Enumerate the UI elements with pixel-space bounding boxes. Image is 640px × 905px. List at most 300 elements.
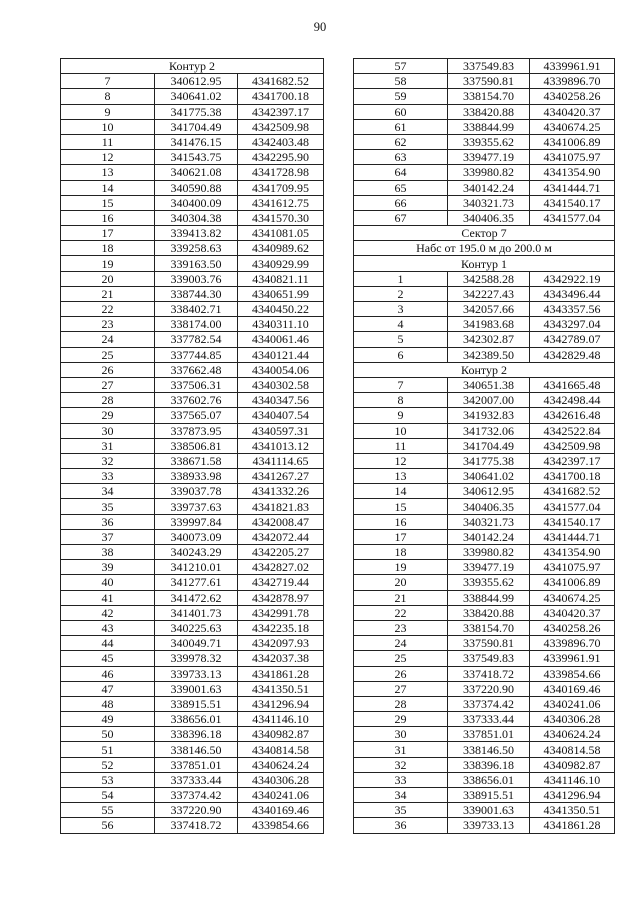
table-row bbox=[61, 134, 324, 149]
y-coordinate: 4340989.62 bbox=[238, 241, 324, 256]
section-header: Контур 1 bbox=[354, 256, 615, 271]
y-coordinate: 4340420.37 bbox=[530, 605, 615, 620]
y-coordinate: 4342922.19 bbox=[530, 271, 615, 286]
y-coordinate: 4340982.87 bbox=[530, 757, 615, 772]
y-coordinate: 4341013.12 bbox=[238, 438, 324, 453]
x-coordinate: 339001.63 bbox=[155, 681, 238, 696]
point-number: 35 bbox=[354, 803, 448, 818]
table-row bbox=[61, 210, 324, 225]
point-number: 7 bbox=[354, 377, 448, 392]
point-number: 46 bbox=[61, 666, 155, 681]
x-coordinate: 337506.31 bbox=[155, 377, 238, 392]
table-row bbox=[354, 119, 615, 134]
y-coordinate: 4340241.06 bbox=[530, 696, 615, 711]
x-coordinate: 337220.90 bbox=[448, 681, 530, 696]
y-coordinate: 4341612.75 bbox=[238, 195, 324, 210]
point-number: 14 bbox=[61, 180, 155, 195]
table-row bbox=[354, 575, 615, 590]
point-number: 16 bbox=[354, 514, 448, 529]
point-number: 26 bbox=[354, 666, 448, 681]
point-number: 13 bbox=[354, 469, 448, 484]
y-coordinate: 4342509.98 bbox=[530, 438, 615, 453]
point-number: 34 bbox=[61, 484, 155, 499]
y-coordinate: 4342719.44 bbox=[238, 575, 324, 590]
x-coordinate: 338915.51 bbox=[448, 788, 530, 803]
y-coordinate: 4342072.44 bbox=[238, 529, 324, 544]
x-coordinate: 338933.98 bbox=[155, 469, 238, 484]
point-number: 11 bbox=[61, 134, 155, 149]
point-number: 8 bbox=[354, 393, 448, 408]
y-coordinate: 4340061.46 bbox=[238, 332, 324, 347]
table-row bbox=[354, 469, 615, 484]
table-row bbox=[61, 317, 324, 332]
point-number: 53 bbox=[61, 772, 155, 787]
table-row bbox=[354, 408, 615, 423]
table-row bbox=[61, 195, 324, 210]
table-row bbox=[61, 453, 324, 468]
point-number: 14 bbox=[354, 484, 448, 499]
y-coordinate: 4342789.07 bbox=[530, 332, 615, 347]
point-number: 23 bbox=[354, 620, 448, 635]
point-number: 48 bbox=[61, 696, 155, 711]
x-coordinate: 339733.13 bbox=[155, 666, 238, 681]
y-coordinate: 4340241.06 bbox=[238, 788, 324, 803]
page-number: 90 bbox=[313, 20, 327, 34]
y-coordinate: 4341081.05 bbox=[238, 226, 324, 241]
point-number: 1 bbox=[354, 271, 448, 286]
x-coordinate: 340641.02 bbox=[155, 89, 238, 104]
y-coordinate: 4343496.44 bbox=[530, 286, 615, 301]
point-number: 10 bbox=[354, 423, 448, 438]
y-coordinate: 4342522.84 bbox=[530, 423, 615, 438]
table-row bbox=[61, 484, 324, 499]
point-number: 7 bbox=[61, 74, 155, 89]
point-number: 49 bbox=[61, 712, 155, 727]
x-coordinate: 339980.82 bbox=[448, 165, 530, 180]
y-coordinate: 4341682.52 bbox=[238, 74, 324, 89]
y-coordinate: 4340674.25 bbox=[530, 119, 615, 134]
y-coordinate: 4341540.17 bbox=[530, 195, 615, 210]
table-row bbox=[354, 605, 615, 620]
point-number: 62 bbox=[354, 134, 448, 149]
point-number: 18 bbox=[354, 545, 448, 560]
y-coordinate: 4341006.89 bbox=[530, 575, 615, 590]
point-number: 4 bbox=[354, 317, 448, 332]
x-coordinate: 338146.50 bbox=[448, 742, 530, 757]
y-coordinate: 4340982.87 bbox=[238, 727, 324, 742]
table-row bbox=[61, 818, 324, 833]
x-coordinate: 338154.70 bbox=[448, 620, 530, 635]
x-coordinate: 339037.78 bbox=[155, 484, 238, 499]
point-number: 54 bbox=[61, 788, 155, 803]
x-coordinate: 342007.00 bbox=[448, 393, 530, 408]
x-coordinate: 341932.83 bbox=[448, 408, 530, 423]
point-number: 33 bbox=[61, 469, 155, 484]
x-coordinate: 339413.82 bbox=[155, 226, 238, 241]
y-coordinate: 4339896.70 bbox=[530, 636, 615, 651]
x-coordinate: 340049.71 bbox=[155, 636, 238, 651]
table-row bbox=[354, 438, 615, 453]
table-row bbox=[354, 712, 615, 727]
table-row bbox=[354, 681, 615, 696]
y-coordinate: 4341700.18 bbox=[530, 469, 615, 484]
table-row bbox=[61, 150, 324, 165]
y-coordinate: 4340674.25 bbox=[530, 590, 615, 605]
table-row bbox=[61, 605, 324, 620]
point-number: 23 bbox=[61, 317, 155, 332]
point-number: 30 bbox=[354, 727, 448, 742]
point-number: 57 bbox=[354, 59, 448, 74]
x-coordinate: 338420.88 bbox=[448, 104, 530, 119]
table-row bbox=[61, 423, 324, 438]
x-coordinate: 341775.38 bbox=[448, 453, 530, 468]
y-coordinate: 4340814.58 bbox=[530, 742, 615, 757]
x-coordinate: 340243.29 bbox=[155, 545, 238, 560]
x-coordinate: 339980.82 bbox=[448, 545, 530, 560]
x-coordinate: 337374.42 bbox=[448, 696, 530, 711]
table-row bbox=[61, 89, 324, 104]
table-row bbox=[354, 89, 615, 104]
point-number: 65 bbox=[354, 180, 448, 195]
section-header-row bbox=[354, 241, 615, 256]
point-number: 38 bbox=[61, 545, 155, 560]
y-coordinate: 4342498.44 bbox=[530, 393, 615, 408]
table-row bbox=[354, 757, 615, 772]
x-coordinate: 339978.32 bbox=[155, 651, 238, 666]
y-coordinate: 4341296.94 bbox=[530, 788, 615, 803]
point-number: 8 bbox=[61, 89, 155, 104]
table-row bbox=[354, 727, 615, 742]
table-row bbox=[61, 469, 324, 484]
table-row bbox=[354, 317, 615, 332]
table-row bbox=[61, 514, 324, 529]
x-coordinate: 337333.44 bbox=[448, 712, 530, 727]
y-coordinate: 4343297.04 bbox=[530, 317, 615, 332]
y-coordinate: 4340624.24 bbox=[238, 757, 324, 772]
section-header: Контур 2 bbox=[61, 59, 324, 74]
section-header: Сектор 7 bbox=[354, 226, 615, 241]
point-number: 26 bbox=[61, 362, 155, 377]
x-coordinate: 337662.48 bbox=[155, 362, 238, 377]
point-number: 32 bbox=[61, 453, 155, 468]
table-row bbox=[61, 742, 324, 757]
point-number: 3 bbox=[354, 302, 448, 317]
x-coordinate: 337418.72 bbox=[155, 818, 238, 833]
x-coordinate: 337851.01 bbox=[448, 727, 530, 742]
x-coordinate: 341476.15 bbox=[155, 134, 238, 149]
y-coordinate: 4342037.38 bbox=[238, 651, 324, 666]
x-coordinate: 341401.73 bbox=[155, 605, 238, 620]
table-row bbox=[61, 651, 324, 666]
table-row bbox=[354, 453, 615, 468]
y-coordinate: 4339854.66 bbox=[238, 818, 324, 833]
x-coordinate: 338396.18 bbox=[448, 757, 530, 772]
point-number: 67 bbox=[354, 210, 448, 225]
point-number: 9 bbox=[354, 408, 448, 423]
table-row bbox=[354, 620, 615, 635]
table-row bbox=[61, 302, 324, 317]
point-number: 15 bbox=[354, 499, 448, 514]
y-coordinate: 4341709.95 bbox=[238, 180, 324, 195]
coordinates-table-right bbox=[353, 58, 615, 834]
y-coordinate: 4342008.47 bbox=[238, 514, 324, 529]
table-row bbox=[61, 757, 324, 772]
table-row bbox=[354, 545, 615, 560]
y-coordinate: 4342235.18 bbox=[238, 620, 324, 635]
x-coordinate: 339477.19 bbox=[448, 150, 530, 165]
point-number: 45 bbox=[61, 651, 155, 666]
x-coordinate: 338174.00 bbox=[155, 317, 238, 332]
point-number: 10 bbox=[61, 119, 155, 134]
table-row bbox=[61, 286, 324, 301]
y-coordinate: 4340420.37 bbox=[530, 104, 615, 119]
point-number: 58 bbox=[354, 74, 448, 89]
x-coordinate: 341732.06 bbox=[448, 423, 530, 438]
x-coordinate: 340073.09 bbox=[155, 529, 238, 544]
point-number: 27 bbox=[354, 681, 448, 696]
y-coordinate: 4341700.18 bbox=[238, 89, 324, 104]
table-row bbox=[354, 210, 615, 225]
y-coordinate: 4340347.56 bbox=[238, 393, 324, 408]
x-coordinate: 341543.75 bbox=[155, 150, 238, 165]
y-coordinate: 4340169.46 bbox=[530, 681, 615, 696]
y-coordinate: 4341350.51 bbox=[238, 681, 324, 696]
y-coordinate: 4340306.28 bbox=[238, 772, 324, 787]
point-number: 33 bbox=[354, 772, 448, 787]
y-coordinate: 4341444.71 bbox=[530, 529, 615, 544]
x-coordinate: 337549.83 bbox=[448, 651, 530, 666]
table-row bbox=[61, 332, 324, 347]
y-coordinate: 4341114.65 bbox=[238, 453, 324, 468]
point-number: 52 bbox=[61, 757, 155, 772]
point-number: 22 bbox=[354, 605, 448, 620]
y-coordinate: 4342827.02 bbox=[238, 560, 324, 575]
y-coordinate: 4341332.26 bbox=[238, 484, 324, 499]
point-number: 13 bbox=[61, 165, 155, 180]
y-coordinate: 4342097.93 bbox=[238, 636, 324, 651]
x-coordinate: 337744.85 bbox=[155, 347, 238, 362]
x-coordinate: 338420.88 bbox=[448, 605, 530, 620]
table-row bbox=[354, 636, 615, 651]
x-coordinate: 338915.51 bbox=[155, 696, 238, 711]
table-row bbox=[354, 484, 615, 499]
x-coordinate: 341704.49 bbox=[448, 438, 530, 453]
x-coordinate: 340651.38 bbox=[448, 377, 530, 392]
x-coordinate: 338656.01 bbox=[448, 772, 530, 787]
point-number: 17 bbox=[354, 529, 448, 544]
x-coordinate: 337333.44 bbox=[155, 772, 238, 787]
y-coordinate: 4340258.26 bbox=[530, 620, 615, 635]
table-row bbox=[354, 347, 615, 362]
point-number: 37 bbox=[61, 529, 155, 544]
point-number: 28 bbox=[354, 696, 448, 711]
y-coordinate: 4342205.27 bbox=[238, 545, 324, 560]
x-coordinate: 337549.83 bbox=[448, 59, 530, 74]
y-coordinate: 4341444.71 bbox=[530, 180, 615, 195]
y-coordinate: 4341350.51 bbox=[530, 803, 615, 818]
y-coordinate: 4341577.04 bbox=[530, 210, 615, 225]
point-number: 5 bbox=[354, 332, 448, 347]
table-row bbox=[354, 104, 615, 119]
x-coordinate: 340321.73 bbox=[448, 514, 530, 529]
x-coordinate: 342302.87 bbox=[448, 332, 530, 347]
table-row bbox=[354, 651, 615, 666]
point-number: 18 bbox=[61, 241, 155, 256]
point-number: 31 bbox=[354, 742, 448, 757]
y-coordinate: 4341146.10 bbox=[530, 772, 615, 787]
y-coordinate: 4341861.28 bbox=[238, 666, 324, 681]
coordinates-table-left bbox=[60, 58, 324, 834]
x-coordinate: 337565.07 bbox=[155, 408, 238, 423]
point-number: 21 bbox=[61, 286, 155, 301]
x-coordinate: 338146.50 bbox=[155, 742, 238, 757]
point-number: 25 bbox=[354, 651, 448, 666]
x-coordinate: 342227.43 bbox=[448, 286, 530, 301]
table-row bbox=[354, 286, 615, 301]
x-coordinate: 340321.73 bbox=[448, 195, 530, 210]
table-row bbox=[354, 134, 615, 149]
table-row bbox=[61, 393, 324, 408]
point-number: 29 bbox=[354, 712, 448, 727]
x-coordinate: 341775.38 bbox=[155, 104, 238, 119]
table-row bbox=[61, 74, 324, 89]
x-coordinate: 338402.71 bbox=[155, 302, 238, 317]
point-number: 25 bbox=[61, 347, 155, 362]
table-row bbox=[354, 803, 615, 818]
table-row bbox=[354, 165, 615, 180]
point-number: 34 bbox=[354, 788, 448, 803]
point-number: 27 bbox=[61, 377, 155, 392]
table-row bbox=[61, 119, 324, 134]
point-number: 44 bbox=[61, 636, 155, 651]
point-number: 19 bbox=[61, 256, 155, 271]
x-coordinate: 338154.70 bbox=[448, 89, 530, 104]
y-coordinate: 4341075.97 bbox=[530, 560, 615, 575]
table-row bbox=[354, 590, 615, 605]
table-row bbox=[354, 818, 615, 833]
y-coordinate: 4342397.17 bbox=[238, 104, 324, 119]
table-row bbox=[354, 514, 615, 529]
y-coordinate: 4341821.83 bbox=[238, 499, 324, 514]
point-number: 42 bbox=[61, 605, 155, 620]
point-number: 20 bbox=[354, 575, 448, 590]
table-row bbox=[354, 271, 615, 286]
x-coordinate: 340225.63 bbox=[155, 620, 238, 635]
point-number: 66 bbox=[354, 195, 448, 210]
table-row bbox=[354, 393, 615, 408]
table-row bbox=[354, 529, 615, 544]
y-coordinate: 4341354.90 bbox=[530, 545, 615, 560]
point-number: 60 bbox=[354, 104, 448, 119]
y-coordinate: 4340624.24 bbox=[530, 727, 615, 742]
x-coordinate: 340621.08 bbox=[155, 165, 238, 180]
y-coordinate: 4340597.31 bbox=[238, 423, 324, 438]
x-coordinate: 338744.30 bbox=[155, 286, 238, 301]
y-coordinate: 4340651.99 bbox=[238, 286, 324, 301]
y-coordinate: 4341540.17 bbox=[530, 514, 615, 529]
y-coordinate: 4340302.58 bbox=[238, 377, 324, 392]
x-coordinate: 341983.68 bbox=[448, 317, 530, 332]
x-coordinate: 339355.62 bbox=[448, 134, 530, 149]
point-number: 17 bbox=[61, 226, 155, 241]
point-number: 50 bbox=[61, 727, 155, 742]
x-coordinate: 339997.84 bbox=[155, 514, 238, 529]
table-row bbox=[61, 727, 324, 742]
point-number: 41 bbox=[61, 590, 155, 605]
x-coordinate: 340304.38 bbox=[155, 210, 238, 225]
y-coordinate: 4342829.48 bbox=[530, 347, 615, 362]
y-coordinate: 4341006.89 bbox=[530, 134, 615, 149]
section-header-row bbox=[354, 362, 615, 377]
y-coordinate: 4342403.48 bbox=[238, 134, 324, 149]
table-row bbox=[61, 438, 324, 453]
y-coordinate: 4340821.11 bbox=[238, 271, 324, 286]
x-coordinate: 341704.49 bbox=[155, 119, 238, 134]
table-row bbox=[61, 256, 324, 271]
table-row bbox=[61, 271, 324, 286]
table-row bbox=[61, 180, 324, 195]
table-row bbox=[354, 74, 615, 89]
y-coordinate: 4340258.26 bbox=[530, 89, 615, 104]
table-row bbox=[354, 180, 615, 195]
y-coordinate: 4340121.44 bbox=[238, 347, 324, 362]
table-row bbox=[61, 788, 324, 803]
section-header-row bbox=[61, 59, 324, 74]
table-row bbox=[61, 772, 324, 787]
x-coordinate: 338656.01 bbox=[155, 712, 238, 727]
table-row bbox=[354, 195, 615, 210]
y-coordinate: 4341728.98 bbox=[238, 165, 324, 180]
x-coordinate: 339477.19 bbox=[448, 560, 530, 575]
y-coordinate: 4342878.97 bbox=[238, 590, 324, 605]
y-coordinate: 4340929.99 bbox=[238, 256, 324, 271]
point-number: 56 bbox=[61, 818, 155, 833]
point-number: 36 bbox=[61, 514, 155, 529]
table-row bbox=[61, 241, 324, 256]
x-coordinate: 338396.18 bbox=[155, 727, 238, 742]
table-row bbox=[61, 226, 324, 241]
y-coordinate: 4340306.28 bbox=[530, 712, 615, 727]
y-coordinate: 4342991.78 bbox=[238, 605, 324, 620]
x-coordinate: 338844.99 bbox=[448, 119, 530, 134]
y-coordinate: 4341354.90 bbox=[530, 165, 615, 180]
y-coordinate: 4339896.70 bbox=[530, 74, 615, 89]
x-coordinate: 340142.24 bbox=[448, 180, 530, 195]
x-coordinate: 337590.81 bbox=[448, 636, 530, 651]
point-number: 39 bbox=[61, 560, 155, 575]
y-coordinate: 4340450.22 bbox=[238, 302, 324, 317]
x-coordinate: 340142.24 bbox=[448, 529, 530, 544]
x-coordinate: 339001.63 bbox=[448, 803, 530, 818]
x-coordinate: 339163.50 bbox=[155, 256, 238, 271]
table-row bbox=[61, 545, 324, 560]
y-coordinate: 4342509.98 bbox=[238, 119, 324, 134]
x-coordinate: 340612.95 bbox=[448, 484, 530, 499]
x-coordinate: 337782.54 bbox=[155, 332, 238, 347]
y-coordinate: 4342616.48 bbox=[530, 408, 615, 423]
table-row bbox=[354, 560, 615, 575]
point-number: 24 bbox=[354, 636, 448, 651]
y-coordinate: 4339854.66 bbox=[530, 666, 615, 681]
point-number: 35 bbox=[61, 499, 155, 514]
y-coordinate: 4341267.27 bbox=[238, 469, 324, 484]
point-number: 19 bbox=[354, 560, 448, 575]
table-row bbox=[61, 636, 324, 651]
y-coordinate: 4340311.10 bbox=[238, 317, 324, 332]
y-coordinate: 4341665.48 bbox=[530, 377, 615, 392]
point-number: 12 bbox=[354, 453, 448, 468]
point-number: 31 bbox=[61, 438, 155, 453]
